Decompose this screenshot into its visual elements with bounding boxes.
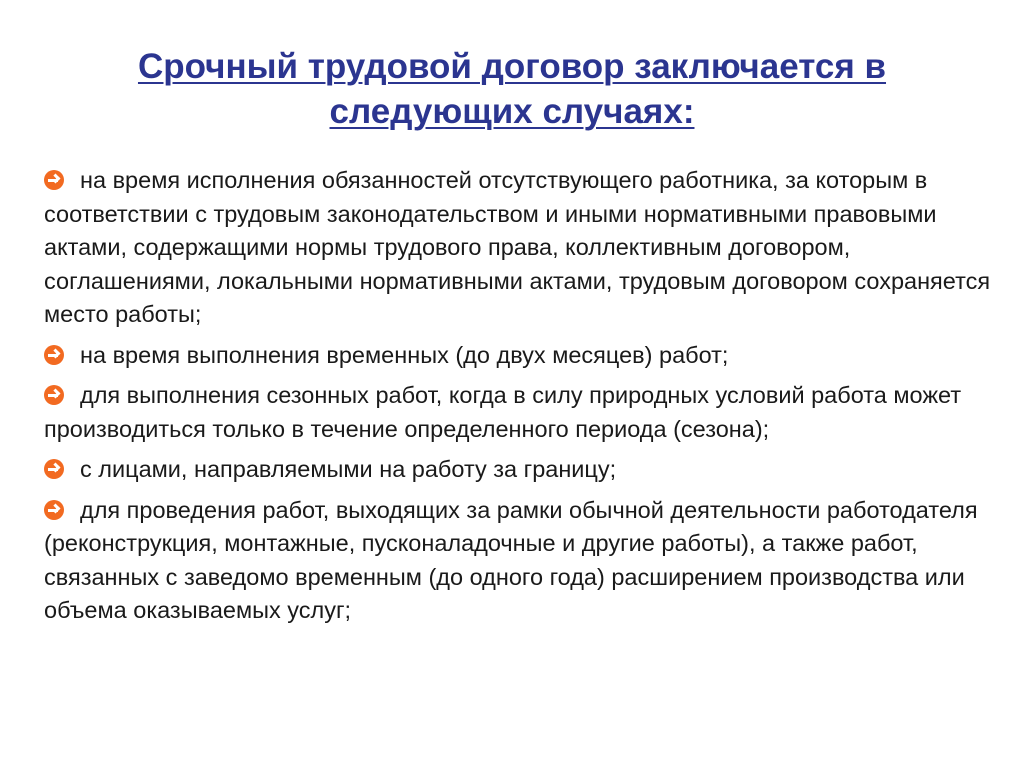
- arrow-circle-right-icon: [44, 385, 64, 405]
- list-item-text: для выполнения сезонных работ, когда в силу природных условий работа может производиться только в течение определенного периода (сезона);: [44, 382, 962, 442]
- list-item-text: с лицами, направляемыми на работу за границу;: [80, 456, 617, 482]
- list-item: [44, 339, 994, 373]
- slide-title: Срочный трудовой договор заключается в следующих случаях:: [137, 47, 887, 131]
- arrow-circle-right-icon: [44, 459, 64, 479]
- list-item: [44, 453, 994, 487]
- list-item-text: для проведения работ, выходящих за рамки обычной деятельности работодателя (реконструкция, монтажные, пусконаладочные и другие работы), а также работ, связанных с заведомо временным (до одного года) расширением производства или объема оказываемых услуг;: [44, 496, 978, 623]
- list-item: [44, 379, 994, 446]
- list-item-text: на время исполнения обязанностей отсутствующего работника, за которым в соответствии с трудовым законодательством и иными нормативными правовыми актами, содержащими нормы трудового права, коллективным договором, соглашениями, локальными нормативными актами, трудовым договором сохраняется место работы;: [44, 167, 991, 327]
- list-item: [44, 494, 994, 628]
- arrow-circle-right-icon: [44, 170, 64, 190]
- bullet-list: [44, 164, 994, 635]
- list-item-text: на время выполнения временных (до двух месяцев) работ;: [80, 341, 729, 368]
- list-item: [44, 164, 994, 332]
- arrow-circle-right-icon: [44, 500, 64, 520]
- arrow-circle-right-icon: [44, 345, 64, 365]
